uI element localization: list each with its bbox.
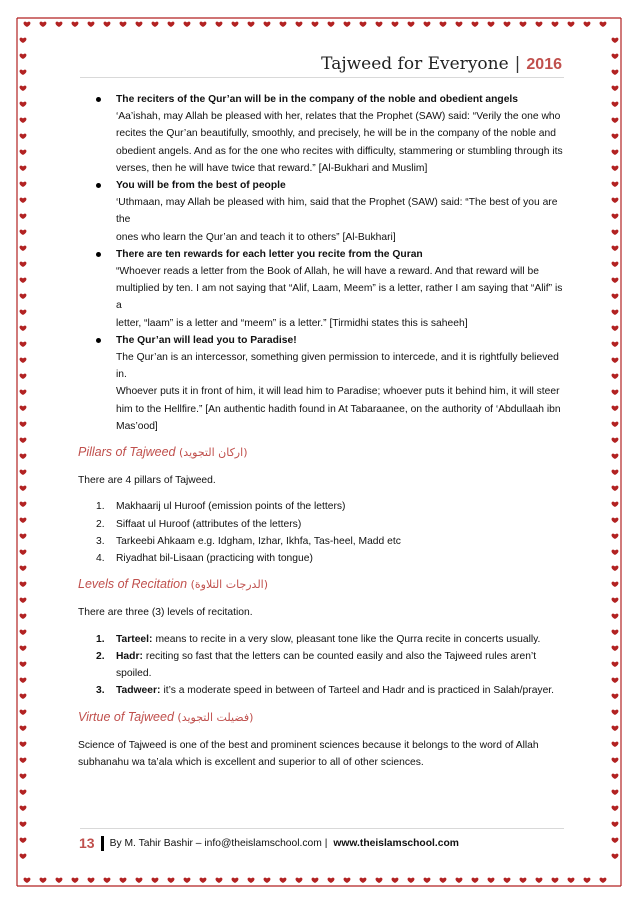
heart-icon [40, 22, 47, 27]
level-text: it’s a moderate speed in between of Tarteel and Hadr and is practiced in Salah/prayer. [163, 685, 555, 697]
level-term: Tarteel: [116, 633, 153, 645]
heart-icon [472, 22, 479, 27]
heart-icon [612, 326, 619, 331]
heart-icon [20, 134, 27, 139]
heart-icon [344, 878, 351, 883]
heart-icon [20, 566, 27, 571]
heart-icon [552, 878, 559, 883]
heart-icon [568, 878, 575, 883]
heart-icon [72, 878, 79, 883]
page-content [78, 91, 566, 780]
heart-icon [20, 534, 27, 539]
heart-icon [56, 878, 63, 883]
heart-icon [20, 54, 27, 59]
heart-icon [20, 310, 27, 315]
heart-icon [612, 646, 619, 651]
heart-icon [612, 630, 619, 635]
pillars-heading-text: Pillars of Tajweed [78, 445, 176, 460]
list-number: 2. [96, 650, 105, 662]
heart-icon [20, 118, 27, 123]
heart-icon [20, 774, 27, 779]
pillar-text: Makhaarij ul Huroof (emission points of the letters) [116, 501, 346, 513]
heart-icon [612, 838, 619, 843]
virtue-paragraph [78, 737, 566, 771]
level-text: reciting so fast that the letters can be counted easily and also the Tajweed rules aren’t spoiled. [116, 650, 537, 680]
heart-icon [184, 22, 191, 27]
heart-icon [612, 390, 619, 395]
heart-icon [612, 86, 619, 91]
benefit-line: obedient angels. And as for the one who recites with difficulty, stammering or stumbling through its [116, 145, 563, 157]
benefit-item [116, 177, 566, 246]
heart-icon [20, 166, 27, 171]
heart-icon [120, 22, 127, 27]
pillar-item [78, 533, 566, 550]
heart-icon [20, 230, 27, 235]
heart-icon [376, 22, 383, 27]
heart-icon [20, 70, 27, 75]
pillar-text: Riyadhat bil-Lisaan (practicing with tongue) [116, 553, 313, 565]
heart-icon [612, 486, 619, 491]
heart-icon [612, 278, 619, 283]
heart-icon [200, 22, 207, 27]
heart-icon [612, 70, 619, 75]
heart-icon [200, 878, 207, 883]
heart-icon [328, 878, 335, 883]
heart-icon [612, 470, 619, 475]
heart-icon [20, 550, 27, 555]
list-number: 3. [96, 535, 105, 547]
heart-icon [104, 878, 111, 883]
heart-icon [612, 742, 619, 747]
heart-icon [456, 22, 463, 27]
virtue-line: subhanahu wa ta’ala which is excellent and superior to all of other sciences. [78, 756, 424, 768]
heart-icon [152, 22, 159, 27]
heart-icon [376, 878, 383, 883]
benefit-item [116, 332, 566, 435]
benefit-item [116, 246, 566, 332]
page-number: 13 [79, 835, 95, 851]
heart-icon [20, 854, 27, 859]
header-separator: | [514, 54, 521, 74]
heart-icon [488, 878, 495, 883]
heart-icon [20, 678, 27, 683]
header-rule [80, 77, 564, 78]
heart-icon [20, 486, 27, 491]
heart-icon [612, 678, 619, 683]
pillar-item [78, 550, 566, 567]
heart-icon [612, 118, 619, 123]
heart-icon [20, 182, 27, 187]
pillars-intro: There are 4 pillars of Tajweed. [78, 475, 216, 487]
heart-icon [20, 598, 27, 603]
document-title: Tajweed for Everyone [321, 54, 509, 74]
heart-icon [20, 662, 27, 667]
heart-icon [392, 878, 399, 883]
heart-icon [612, 550, 619, 555]
heart-icon [612, 150, 619, 155]
levels-heading-arabic: (الدرجات التلاوة) [190, 578, 269, 592]
heart-icon [612, 726, 619, 731]
heart-icon [136, 878, 143, 883]
benefit-line: recites the Qur’an beautifully, smoothly, and precisely, he will be in the company of the noble and [116, 128, 556, 140]
heart-icon [612, 134, 619, 139]
heart-icon [612, 598, 619, 603]
heart-icon [584, 22, 591, 27]
list-number: 1. [96, 501, 105, 513]
heart-icon [612, 614, 619, 619]
heart-icon [552, 22, 559, 27]
heart-icon [328, 22, 335, 27]
heart-icon [296, 22, 303, 27]
pillar-item [78, 498, 566, 515]
heart-icon [20, 502, 27, 507]
benefit-line: multiplied by ten. I am not saying that “Alif, Laam, Meem” is a letter, rather I am saying that “Alif” is a [116, 283, 563, 312]
heart-icon [612, 406, 619, 411]
heart-icon [360, 22, 367, 27]
heart-icon [440, 878, 447, 883]
heart-icon [612, 54, 619, 59]
heart-icon [20, 278, 27, 283]
heart-icon [20, 758, 27, 763]
heart-icon [20, 38, 27, 43]
heart-icon [152, 878, 159, 883]
heart-icon [612, 38, 619, 43]
footer-rule [80, 828, 564, 829]
benefit-item [116, 91, 566, 177]
heart-icon [20, 374, 27, 379]
level-item [78, 648, 566, 682]
heart-icon [612, 230, 619, 235]
heart-icon [20, 438, 27, 443]
heart-icon [168, 878, 175, 883]
heart-icon [296, 878, 303, 883]
heart-icon [20, 710, 27, 715]
levels-heading [78, 576, 566, 593]
pillar-text: Tarkeebi Ahkaam e.g. Idgham, Izhar, Ikhfa, Tas-heel, Madd etc [116, 535, 401, 547]
page-footer [79, 835, 459, 851]
bullet-icon [96, 338, 101, 343]
virtue-line: Science of Tajweed is one of the best and prominent sciences because it belongs to the word of Allah [78, 739, 539, 751]
heart-icon [612, 422, 619, 427]
heart-icon [612, 694, 619, 699]
pillars-heading-arabic: (اركان التجويد) [179, 446, 248, 460]
level-term: Hadr: [116, 650, 143, 662]
heart-icon [520, 878, 527, 883]
heart-icon [72, 22, 79, 27]
heart-icon [232, 878, 239, 883]
heart-icon [20, 790, 27, 795]
level-item [78, 631, 566, 648]
heart-icon [40, 878, 47, 883]
virtue-heading-text: Virtue of Tajweed [78, 709, 174, 724]
bullet-icon [96, 97, 101, 102]
heart-icon [168, 22, 175, 27]
heart-icon [520, 22, 527, 27]
heart-icon [504, 878, 511, 883]
heart-icon [344, 22, 351, 27]
heart-icon [456, 878, 463, 883]
heart-icon [472, 878, 479, 883]
heart-icon [536, 22, 543, 27]
benefits-list [78, 91, 566, 435]
levels-list [78, 631, 566, 700]
heart-icon [312, 22, 319, 27]
heart-icon [612, 182, 619, 187]
list-number: 2. [96, 518, 105, 530]
heart-icon [20, 646, 27, 651]
heart-icon [612, 102, 619, 107]
heart-icon [536, 878, 543, 883]
heart-icon [56, 22, 63, 27]
heart-icon [20, 406, 27, 411]
heart-icon [612, 374, 619, 379]
benefit-line: Mas’ood] [116, 420, 158, 432]
heart-icon [424, 878, 431, 883]
heart-icon [612, 438, 619, 443]
heart-icon [24, 22, 31, 27]
level-item [78, 682, 566, 699]
heart-icon [20, 454, 27, 459]
level-term: Tadweer: [116, 685, 161, 697]
level-text: means to recite in a very slow, pleasant tone like the Qurra recite in concerts usually. [155, 633, 541, 645]
heart-icon [20, 262, 27, 267]
heart-icon [20, 806, 27, 811]
benefit-line: “Whoever reads a letter from the Book of Allah, he will have a reward. And that reward will be [116, 266, 539, 278]
pillar-item [78, 516, 566, 533]
heart-icon [24, 878, 31, 883]
heart-icon [20, 214, 27, 219]
heart-icon [504, 22, 511, 27]
heart-icon [612, 246, 619, 251]
heart-icon [20, 102, 27, 107]
heart-icon [20, 294, 27, 299]
heart-icon [20, 246, 27, 251]
heart-icon [612, 358, 619, 363]
heart-icon [424, 22, 431, 27]
pillars-heading [78, 444, 566, 461]
pillar-text: Siffaat ul Huroof (attributes of the letters) [116, 518, 302, 530]
heart-icon [20, 582, 27, 587]
page-header [321, 54, 562, 74]
heart-icon [280, 22, 287, 27]
benefit-line: verses, then he will have twice that reward.” [Al-Bukhari and Muslim] [116, 162, 428, 174]
heart-icon [408, 22, 415, 27]
list-number: 4. [96, 553, 105, 565]
heart-icon [612, 294, 619, 299]
heart-icon [612, 166, 619, 171]
heart-icon [88, 878, 95, 883]
virtue-heading [78, 709, 566, 726]
benefit-title: The Qur’an will lead you to Paradise! [116, 334, 297, 346]
heart-icon [248, 22, 255, 27]
heart-icon [568, 22, 575, 27]
heart-icon [20, 470, 27, 475]
heart-icon [20, 86, 27, 91]
levels-heading-text: Levels of Recitation [78, 577, 188, 592]
benefit-line: Whoever puts it in front of him, it will lead him to Paradise; whoever puts it behind him, it will steer [116, 386, 560, 398]
heart-icon [612, 822, 619, 827]
heart-icon [600, 22, 607, 27]
heart-icon [584, 878, 591, 883]
heart-icon [280, 878, 287, 883]
benefit-title: The reciters of the Qur’an will be in the company of the noble and obedient angels [116, 94, 519, 105]
document-year: 2016 [526, 56, 562, 73]
heart-icon [20, 198, 27, 203]
footer-author: By M. Tahir Bashir – info@theislamschool.com | [109, 837, 328, 849]
benefit-title: You will be from the best of people [116, 180, 286, 192]
benefit-line: ‘Aa’ishah, may Allah be pleased with her, relates that the Prophet (SAW) said: “Verily the one who [116, 111, 561, 123]
heart-icon [612, 566, 619, 571]
heart-icon [20, 390, 27, 395]
heart-icon [20, 742, 27, 747]
heart-icon [184, 878, 191, 883]
footer-divider [101, 836, 104, 851]
heart-icon [20, 150, 27, 155]
heart-icon [408, 878, 415, 883]
heart-icon [440, 22, 447, 27]
heart-icon [612, 806, 619, 811]
benefit-line: ‘Uthmaan, may Allah be pleased with him, said that the Prophet (SAW) said: “The best of you are the [116, 197, 558, 226]
heart-icon [600, 878, 607, 883]
heart-icon [104, 22, 111, 27]
footer-website-link[interactable]: www.theislamschool.com [333, 837, 459, 849]
heart-icon [20, 630, 27, 635]
heart-icon [612, 758, 619, 763]
heart-icon [612, 502, 619, 507]
heart-icon [20, 326, 27, 331]
heart-icon [312, 878, 319, 883]
heart-icon [20, 614, 27, 619]
heart-icon [612, 198, 619, 203]
heart-icon [20, 518, 27, 523]
heart-icon [612, 310, 619, 315]
heart-icon [612, 454, 619, 459]
heart-icon [612, 790, 619, 795]
heart-icon [216, 878, 223, 883]
heart-icon [20, 422, 27, 427]
bullet-icon [96, 183, 101, 188]
heart-icon [488, 22, 495, 27]
list-number: 3. [96, 685, 105, 697]
heart-icon [264, 878, 271, 883]
heart-icon [136, 22, 143, 27]
heart-icon [120, 878, 127, 883]
heart-icon [612, 582, 619, 587]
heart-icon [612, 662, 619, 667]
heart-icon [612, 262, 619, 267]
heart-icon [20, 342, 27, 347]
heart-icon [612, 342, 619, 347]
heart-icon [20, 358, 27, 363]
bullet-icon [96, 252, 101, 257]
heart-icon [612, 534, 619, 539]
heart-icon [232, 22, 239, 27]
heart-icon [216, 22, 223, 27]
heart-icon [20, 838, 27, 843]
heart-icon [20, 822, 27, 827]
heart-icon [264, 22, 271, 27]
benefit-line: The Qur’an is an intercessor, something given permission to intercede, and it is rightfully believed in. [116, 352, 559, 381]
heart-icon [360, 878, 367, 883]
heart-icon [20, 694, 27, 699]
heart-icon [248, 878, 255, 883]
benefit-title: There are ten rewards for each letter you recite from the Quran [116, 248, 423, 260]
heart-icon [20, 726, 27, 731]
list-number: 1. [96, 633, 105, 645]
heart-icon [612, 214, 619, 219]
heart-icon [612, 774, 619, 779]
virtue-heading-arabic: (فضيلت التجويد) [177, 710, 254, 724]
heart-icon [612, 518, 619, 523]
heart-icon [88, 22, 95, 27]
pillars-list [78, 498, 566, 567]
benefit-line: him to the Hellfire.” [An authentic hadith found in At Tabaraanee, on the authority of ‘Abdullaah ibn [116, 403, 561, 415]
heart-icon [612, 710, 619, 715]
levels-intro: There are three (3) levels of recitation. [78, 607, 253, 619]
heart-icon [392, 22, 399, 27]
benefit-line: ones who learn the Qur’an and teach it to others” [Al-Bukhari] [116, 231, 396, 243]
benefit-line: letter, “laam” is a letter and “meem” is a letter.” [Tirmidhi states this is saheeh] [116, 317, 468, 329]
heart-icon [612, 854, 619, 859]
